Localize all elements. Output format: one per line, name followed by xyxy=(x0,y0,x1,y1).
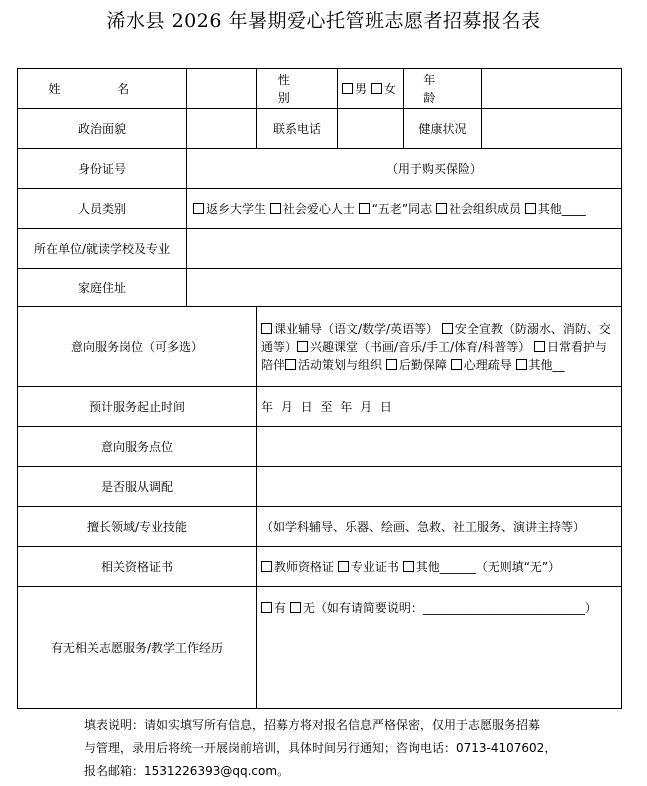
phone-label: 联系电话 xyxy=(257,109,338,149)
cert-label: 相关资格证书 xyxy=(18,547,257,587)
post-option-planning[interactable]: 活动策划与组织 xyxy=(285,358,382,372)
cert-option-professional[interactable]: 专业证书 xyxy=(338,560,399,574)
exp-label: 有无相关志愿服务/教学工作经历 xyxy=(18,587,257,709)
checkbox-icon xyxy=(525,203,536,214)
checkbox-icon xyxy=(261,561,272,572)
category-option-other[interactable]: 其他____ xyxy=(525,202,586,216)
checkbox-icon xyxy=(436,203,447,214)
checkbox-icon xyxy=(451,359,462,370)
skill-hint: （如学科辅导、乐器、绘画、急救、社工服务、演讲主持等） xyxy=(261,519,586,534)
site-field[interactable] xyxy=(257,427,622,467)
registration-form-table xyxy=(17,68,622,709)
adjust-label: 是否服从调配 xyxy=(18,467,257,507)
unit-label: 所在单位/就读学校及专业 xyxy=(18,229,187,269)
checkbox-icon xyxy=(442,323,453,334)
health-label: 健康状况 xyxy=(404,109,482,149)
post-option-interest[interactable]: 兴趣课堂（书画/音乐/手工/体育/科普等） xyxy=(297,340,530,354)
exp-option-no[interactable]: 无 xyxy=(290,601,315,615)
cert-suffix: （无则填“无”） xyxy=(475,559,561,574)
post-option-tutoring[interactable]: 课业辅导（语文/数学/英语等） xyxy=(261,322,438,336)
politics-field[interactable] xyxy=(187,109,257,149)
gender-female-option[interactable]: 女 xyxy=(371,82,396,96)
checkbox-icon xyxy=(534,341,545,352)
checkbox-icon xyxy=(342,83,353,94)
checkbox-icon xyxy=(261,602,272,613)
site-label: 意向服务点位 xyxy=(18,427,257,467)
gender-options xyxy=(338,69,404,109)
phone-field[interactable] xyxy=(338,109,404,149)
skill-field[interactable] xyxy=(257,507,622,547)
gender-male-option[interactable]: 男 xyxy=(342,82,367,96)
category-option-caring-citizen[interactable]: 社会爱心人士 xyxy=(270,202,355,216)
checkbox-icon xyxy=(386,359,397,370)
checkbox-icon xyxy=(371,83,382,94)
post-option-safety[interactable]: 安全宣教（防溺水、消防、交通等） xyxy=(261,321,611,354)
name-field[interactable] xyxy=(187,69,257,109)
cert-options xyxy=(257,547,622,587)
checkbox-icon xyxy=(516,359,527,370)
category-option-returning-student[interactable]: 返乡大学生 xyxy=(193,202,266,216)
health-field[interactable] xyxy=(482,109,622,149)
name-label: 姓 名 xyxy=(18,69,187,109)
skill-label: 擅长领域/专业技能 xyxy=(18,507,257,547)
id-label: 身份证号 xyxy=(18,149,187,189)
cert-option-teacher[interactable]: 教师资格证 xyxy=(261,560,334,574)
post-option-other[interactable]: 其他__ xyxy=(516,358,565,372)
id-field[interactable] xyxy=(187,149,622,189)
category-label: 人员类别 xyxy=(18,189,187,229)
adjust-field[interactable] xyxy=(257,467,622,507)
checkbox-icon xyxy=(193,203,204,214)
checkbox-icon xyxy=(359,203,370,214)
age-field[interactable] xyxy=(482,69,622,109)
checkbox-icon xyxy=(338,561,349,572)
time-value: 年 月 日 至 年 月 日 xyxy=(261,399,392,414)
cert-option-other[interactable]: 其他______ xyxy=(403,560,476,574)
checkbox-icon xyxy=(403,561,414,572)
address-label: 家庭住址 xyxy=(18,269,187,307)
notes-line-2: 与管理，录用后将统一开展岗前培训，具体时间另行通知；咨询电话：0713-4107602， xyxy=(84,741,557,755)
post-options xyxy=(257,307,622,387)
politics-label: 政治面貌 xyxy=(18,109,187,149)
post-label: 意向服务岗位（可多选） xyxy=(18,307,257,387)
unit-field[interactable] xyxy=(187,229,622,269)
checkbox-icon xyxy=(297,341,308,352)
id-hint: （用于购买保险） xyxy=(385,161,482,176)
post-option-counseling[interactable]: 心理疏导 xyxy=(451,358,512,372)
address-field[interactable] xyxy=(187,269,622,307)
time-field[interactable] xyxy=(257,387,622,427)
exp-option-yes[interactable]: 有 xyxy=(261,601,286,615)
post-option-logistics[interactable]: 后勤保障 xyxy=(386,358,447,372)
category-option-social-org[interactable]: 社会组织成员 xyxy=(436,202,521,216)
form-notes xyxy=(84,714,584,783)
checkbox-icon xyxy=(270,203,281,214)
category-options xyxy=(187,189,622,229)
checkbox-icon xyxy=(261,323,272,334)
notes-line-3: 报名邮箱：1531226393@qq.com。 xyxy=(84,764,290,778)
exp-hint: （如有请简要说明：___________________________） xyxy=(314,601,597,615)
post-option-care[interactable]: 日常看护与陪伴 xyxy=(261,339,608,372)
category-option-five-elders[interactable]: “五老”同志 xyxy=(359,202,432,216)
form-title: 浠水县 2026 年暑期爱心托管班志愿者招募报名表 xyxy=(106,10,541,32)
notes-line-1: 填表说明：请如实填写所有信息，招募方将对报名信息严格保密，仅用于志愿服务招募 xyxy=(84,718,541,732)
gender-label: 性 别 xyxy=(257,69,338,109)
checkbox-icon xyxy=(285,359,296,370)
time-label: 预计服务起止时间 xyxy=(18,387,257,427)
exp-field[interactable] xyxy=(257,587,622,709)
age-label: 年 龄 xyxy=(404,69,482,109)
checkbox-icon xyxy=(290,602,301,613)
